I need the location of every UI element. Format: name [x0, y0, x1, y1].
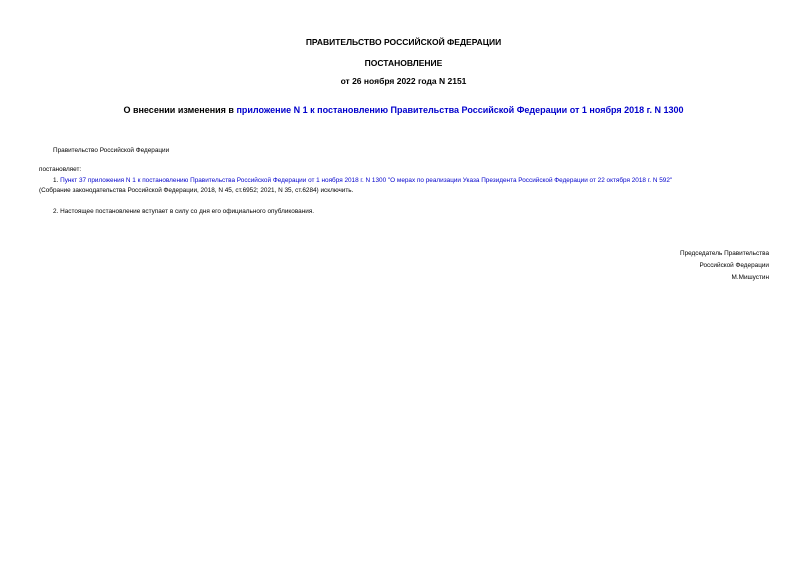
- item-2-text: 2. Настоящее постановление вступает в силу со дня его официального опубликования.: [53, 208, 315, 215]
- document-subject: [0, 105, 807, 115]
- government-heading: ПРАВИТЕЛЬСТВО РОССИЙСКОЙ ФЕДЕРАЦИИ: [305, 37, 502, 47]
- item-1-link[interactable]: Пункт 37 приложения N 1 к постановлению Правительства Российской Федерации от 1 ноября 2018 г. N 1300 "О мерах по реализации Указа Президента Российской Федерации от 22 октября 2018 г. N 592": [60, 177, 673, 184]
- item-1-number: 1.: [53, 177, 61, 184]
- signature-name: М.Мишустин: [731, 274, 769, 281]
- signature-title-line2: Российской Федерации: [699, 262, 769, 269]
- document-date-number: от 26 ноября 2022 года N 2151: [340, 76, 467, 86]
- item-1-continuation: (Собрание законодательства Российской Федерации, 2018, N 45, ст.6952; 2021, N 35, ст.6284) исключить.: [39, 187, 354, 194]
- subject-link[interactable]: приложение N 1 к постановлению Правительства Российской Федерации от 1 ноября 2018 г. N 1300: [236, 105, 684, 115]
- resolves-text: постановляет:: [39, 166, 82, 173]
- issuer-text: Правительство Российской Федерации: [53, 147, 170, 154]
- signature-title-line1: Председатель Правительства: [680, 250, 769, 257]
- subject-prefix: О внесении изменения в: [123, 105, 237, 115]
- signature-block: [680, 248, 769, 284]
- document-type-heading: ПОСТАНОВЛЕНИЕ: [364, 58, 443, 68]
- item-1-line: [53, 176, 672, 186]
